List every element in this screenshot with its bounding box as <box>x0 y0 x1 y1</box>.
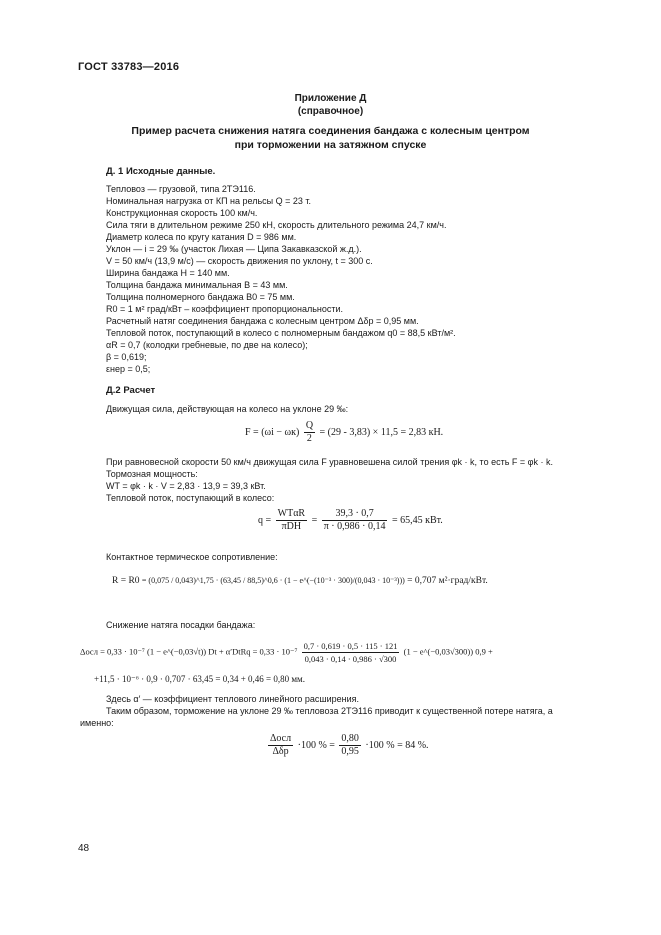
formula-q-denominator-2: π · 0,986 · 0,14 <box>323 521 386 532</box>
list-item: V = 50 км/ч (13,9 м/с) — скорость движения по уклону, t = 300 с. <box>106 256 373 266</box>
formula-d-fraction <box>302 640 400 665</box>
formula-q-numerator-1: WTαR <box>277 508 306 519</box>
list-item: Толщина бандажа минимальная B = 43 мм. <box>106 280 288 290</box>
formula-final-rhs: ·100 % = 84 %. <box>365 739 429 751</box>
list-item: Диаметр колеса по кругу катания D = 986 мм. <box>106 232 297 242</box>
list-item: Расчетный натяг соединения бандажа с колесным центром Δδр = 0,95 мм. <box>106 316 419 326</box>
formula-final-fraction-2 <box>339 733 361 758</box>
formula-d-numerator: 0,7 · 0,619 · 0,5 · 115 · 121 <box>303 641 398 651</box>
appendix-note: (справочное) <box>297 106 364 117</box>
balance-text: При равновесной скорости 50 км/ч движущая сила F уравновешена силой трения φk · k, то есть F = φk · k. <box>106 457 553 467</box>
formula-d-lhs: Δосл = 0,33 · 10⁻⁷ <box>80 646 145 657</box>
formula-q-fraction-1 <box>276 508 307 533</box>
formula-force-rhs: = (29 - 3,83) × 11,5 = 2,83 кН. <box>319 426 444 438</box>
formula-d-denominator: 0,043 · 0,14 · 0,986 · √300 <box>304 654 397 664</box>
formula-heat-flow <box>258 508 443 533</box>
list-item: Сила тяги в длительном режиме 250 кН, скорость длительного режима 24,7 км/ч. <box>106 220 447 230</box>
formula-q-equals: = <box>311 514 318 526</box>
list-item: Номинальная нагрузка от КП на рельсы Q = 23 т. <box>106 196 312 206</box>
formula-force <box>245 420 443 445</box>
contact-resistance-label: Контактное термическое сопротивление: <box>106 552 278 562</box>
formula-final-mid: ·100 % = <box>297 739 335 751</box>
appendix-title: Приложение Д <box>294 93 367 104</box>
page-title-line1: Пример расчета снижения натяга соединения бандажа с колесным центром <box>131 125 530 137</box>
formula-r-rhs: = 0,707 м²·град/кВт. <box>407 576 488 586</box>
formula-force-numerator: Q <box>305 420 314 431</box>
formula-q-rhs: = 65,45 кВт. <box>391 514 443 526</box>
list-item: R0 = 1 м² град/кВт – коэффициент пропорциональности. <box>106 304 344 314</box>
page-number: 48 <box>78 843 90 854</box>
formula-r-lhs: R = R0 <box>112 576 140 586</box>
list-item: β = 0,619; <box>106 352 147 362</box>
section2-heading: Д.2 Расчет <box>106 385 156 396</box>
brake-power-label: Тормозная мощность: <box>106 469 198 479</box>
driving-force-text: Движущая сила, действующая на колесо на уклоне 29 ‰: <box>106 404 349 414</box>
list-item: Ширина бандажа H = 140 мм. <box>106 268 230 278</box>
list-item: Толщина полномерного бандажа B0 = 75 мм. <box>106 292 295 302</box>
formula-final-denominator-1: Δδр <box>272 746 289 757</box>
heat-flow-label: Тепловой поток, поступающий в колесо: <box>106 493 275 503</box>
formula-reduction-line1 <box>80 640 493 665</box>
formula-force-fraction <box>304 420 315 445</box>
list-item: Тепловоз — грузовой, типа 2ТЭ116. <box>106 184 256 194</box>
page-title-line2: при торможении на затяжном спуске <box>234 139 427 151</box>
formula-force-lhs: F = (ωi − ωк) <box>245 426 300 438</box>
reduction-label: Снижение натяга посадки бандажа: <box>106 620 256 630</box>
formula-final-denominator-2: 0,95 <box>341 746 359 757</box>
conclusion-line2: именно: <box>80 718 114 728</box>
list-item: εнер = 0,5; <box>106 364 151 374</box>
formula-q-numerator-2: 39,3 · 0,7 <box>322 508 388 521</box>
list-item: Уклон — i = 29 ‰ (участок Лихая — Ципа Закавказской ж.д.). <box>106 244 362 254</box>
formula-q-denominator-1: πDH <box>281 521 302 532</box>
brake-power-formula: WT = φk · k · V = 2,83 · 13,9 = 39,3 кВт. <box>106 481 266 491</box>
formula-force-denominator: 2 <box>306 433 312 444</box>
formula-final <box>266 733 429 758</box>
formula-q-fraction-2 <box>322 508 388 533</box>
list-item: Тепловой поток, поступающий в колесо с полномерным бандажом q0 = 88,5 кВт/м². <box>106 328 456 338</box>
formula-final-numerator-2: 0,80 <box>341 733 359 744</box>
formula-q-lhs: q = <box>258 514 272 526</box>
formula-reduction-line2: +11,5 · 10⁻⁶ · 0,9 · 0,707 · 63,45 = 0,34 + 0,46 = 0,80 мм. <box>94 674 305 684</box>
alpha-note: Здесь α′ — коэффициент теплового линейного расширения. <box>106 694 360 704</box>
conclusion-line1: Таким образом, торможение на уклоне 29 ‰ тепловоза 2ТЭ116 приводит к существенной потере натяга, а <box>106 706 553 716</box>
formula-final-numerator-1: Δосл <box>270 733 292 744</box>
standard-header: ГОСТ 33783—2016 <box>78 61 180 73</box>
formula-r-mid: = (0,075 / 0,043)^1,75 · (63,45 / 88,5)^0,6 · (1 − e^(−(10⁻³ · 300)/(0,043 · 10⁻³))) <box>141 576 405 585</box>
formula-final-fraction-1 <box>268 733 293 758</box>
formula-resistance <box>112 576 488 586</box>
section1-heading: Д. 1 Исходные данные. <box>106 166 216 177</box>
formula-d-mid: (1 − e^(−0,03√t)) Dt + α′DtRq = 0,33 · 10⁻⁷ <box>147 646 298 657</box>
formula-d-end: (1 − e^(−0,03√300)) 0,9 + <box>403 646 493 657</box>
list-item: Конструкционная скорость 100 км/ч. <box>106 208 258 218</box>
list-item: αR = 0,7 (колодки гребневые, по две на колесо); <box>106 340 308 350</box>
